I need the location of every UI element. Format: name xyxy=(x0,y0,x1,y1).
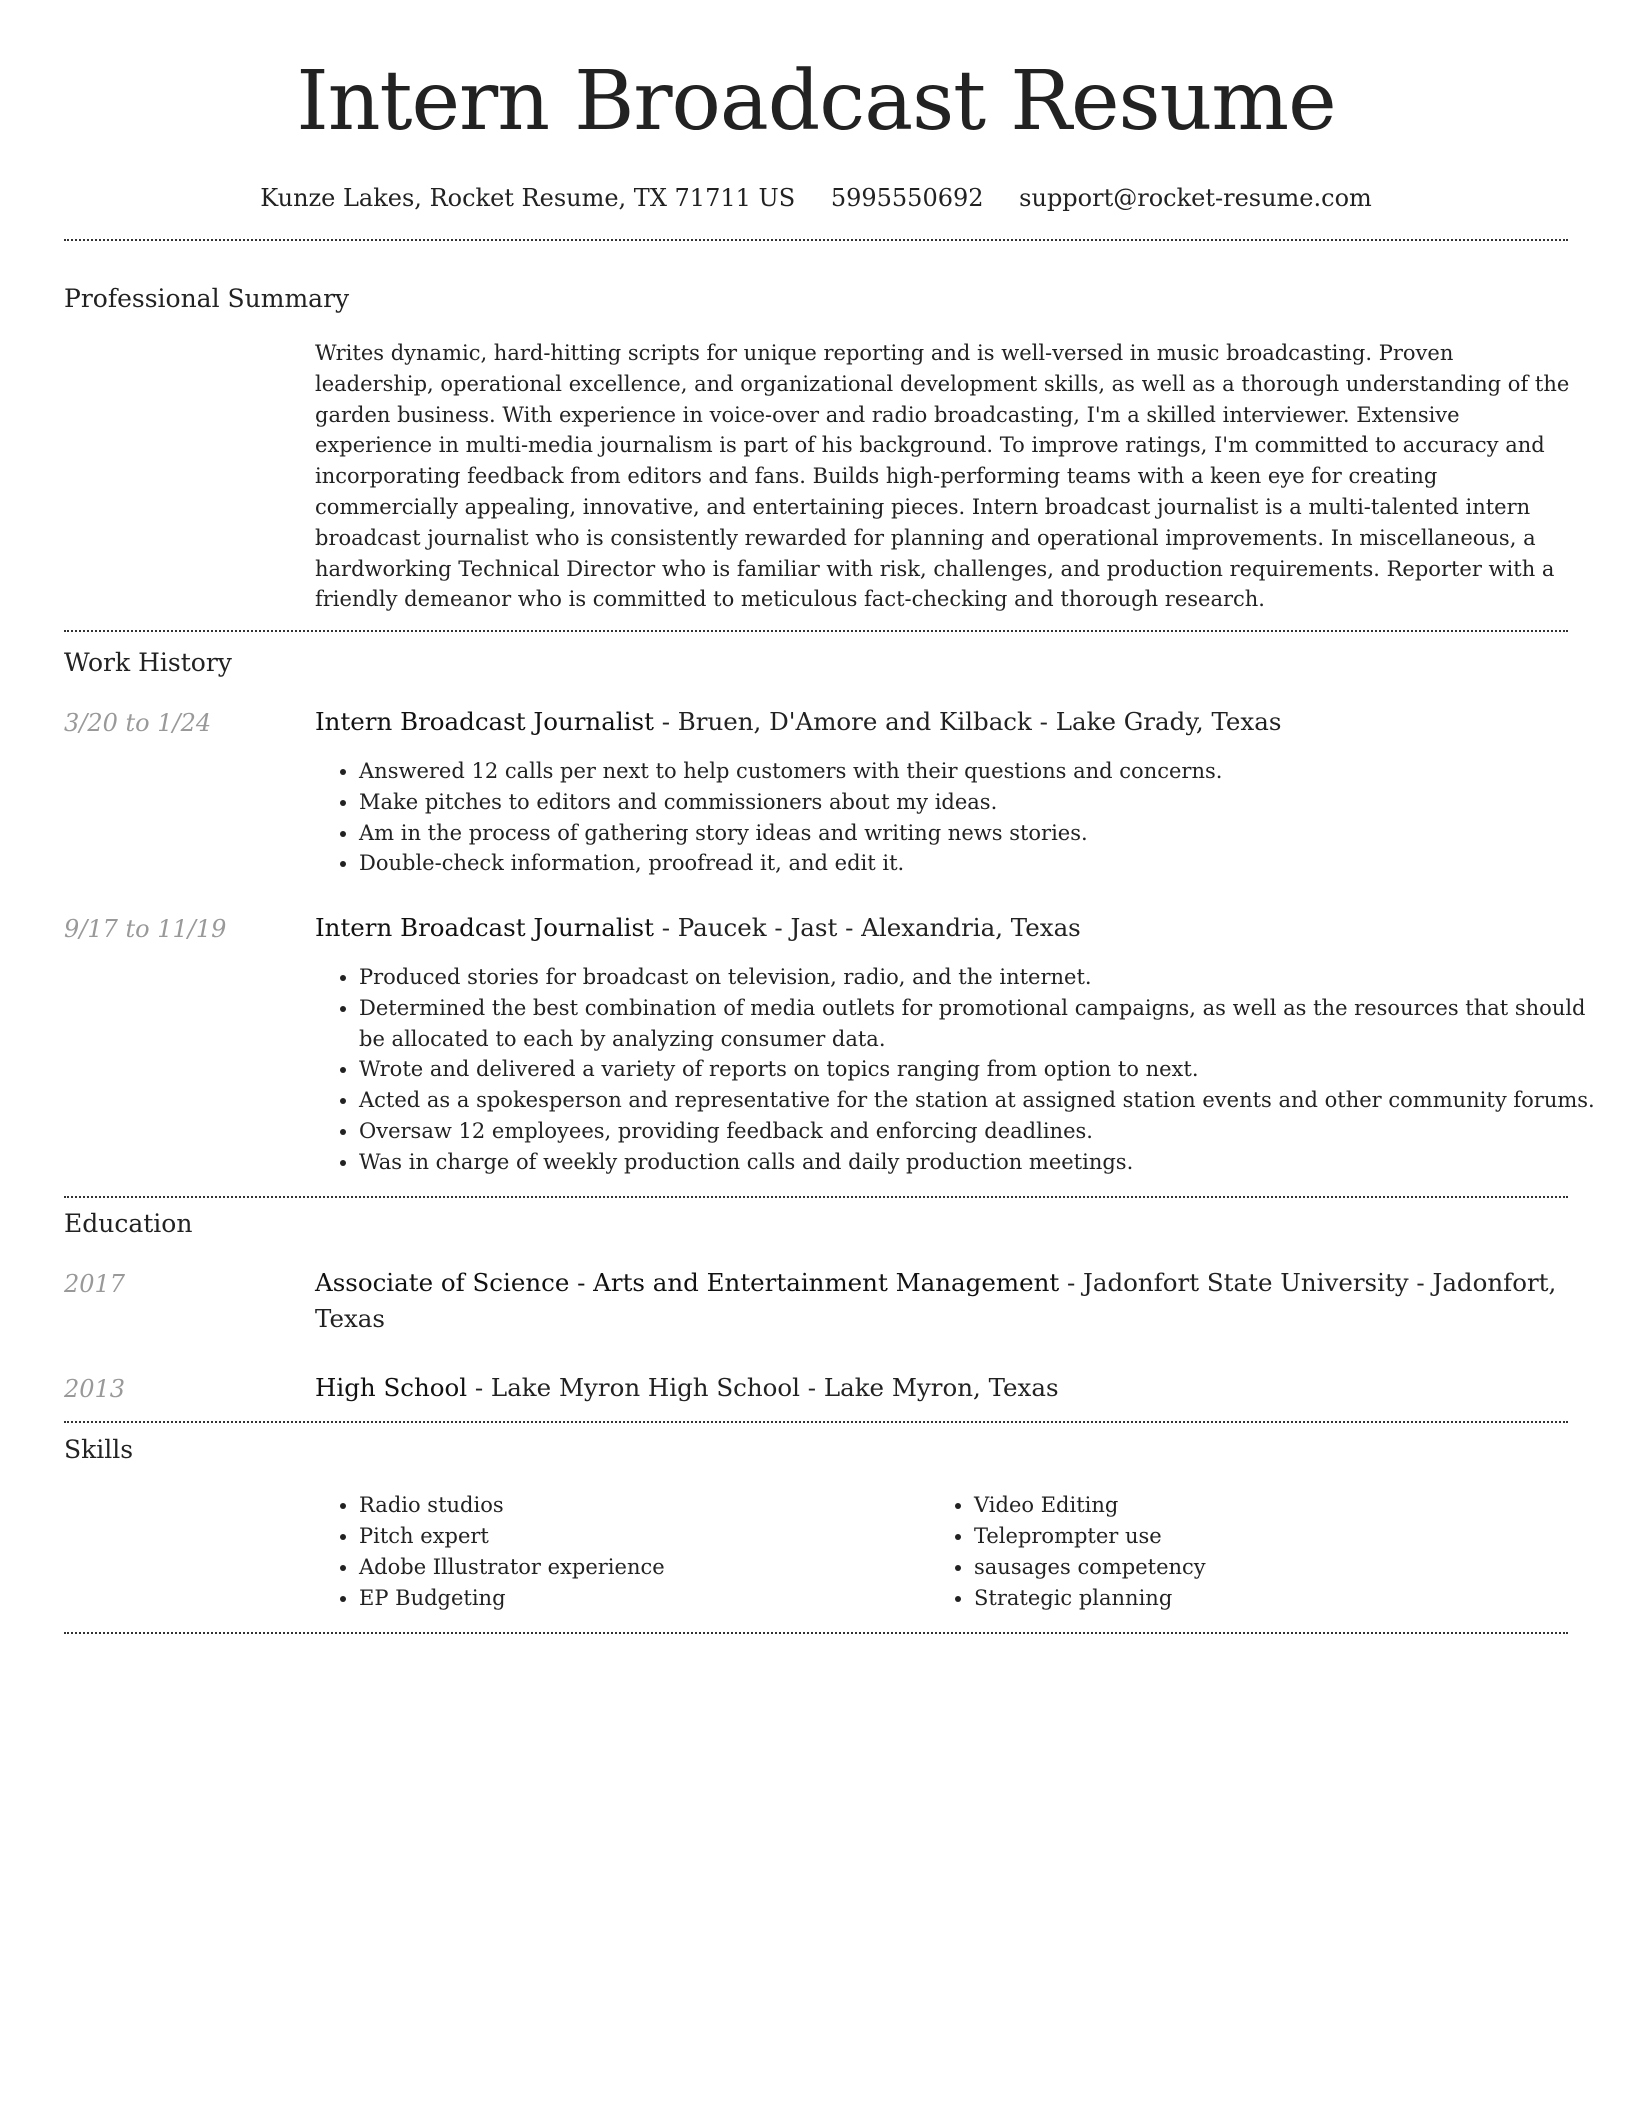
education-degree: Associate of Science - Arts and Entertainment Management xyxy=(315,1268,1060,1297)
resume-header xyxy=(0,0,1632,214)
contact-email: support@rocket-resume.com xyxy=(1019,184,1372,212)
list-item: • Am in the process of gathering story ideas and writing news stories. xyxy=(359,818,1614,849)
list-item: • Make pitches to editors and commissioners about my ideas. xyxy=(359,787,1614,818)
job-details: - Paucek - Jast - Alexandria, Texas xyxy=(653,913,1081,942)
job-role: Intern Broadcast Journalist xyxy=(315,913,654,942)
education-details: - Jadonfort State University - Jadonfort, Texas xyxy=(315,1268,1557,1333)
education-year: 2017 xyxy=(64,1270,126,1298)
summary-heading: Professional Summary xyxy=(64,284,350,313)
skills-heading: Skills xyxy=(64,1435,134,1464)
job-title xyxy=(315,704,1565,740)
list-item: • Answered 12 calls per next to help customers with their questions and concerns. xyxy=(359,756,1614,787)
skill-item: • Strategic planning xyxy=(974,1583,1574,1614)
contact-phone: 5995550692 xyxy=(830,184,984,212)
section-divider xyxy=(64,1196,1568,1198)
skills-list-right xyxy=(930,1490,1574,1614)
job-bullets xyxy=(315,962,1614,1178)
education-heading: Education xyxy=(64,1209,193,1238)
contact-address: Kunze Lakes, Rocket Resume, TX 71711 US xyxy=(260,184,796,212)
skill-item: • Pitch expert xyxy=(359,1521,919,1552)
education-entry xyxy=(315,1370,1565,1406)
list-item: • Acted as a spokesperson and representative for the station at assigned station events and other community forums. xyxy=(359,1085,1614,1116)
job-role: Intern Broadcast Journalist xyxy=(315,707,654,736)
skill-item: • Radio studios xyxy=(359,1490,919,1521)
education-details: - Lake Myron High School - Lake Myron, Texas xyxy=(467,1373,1059,1402)
skill-item: • Video Editing xyxy=(974,1490,1574,1521)
job-details: - Bruen, D'Amore and Kilback - Lake Grady, Texas xyxy=(653,707,1282,736)
job-dates: 9/17 to 11/19 xyxy=(64,915,227,943)
list-item: • Produced stories for broadcast on television, radio, and the internet. xyxy=(359,962,1614,993)
list-item: • Determined the best combination of media outlets for promotional campaigns, as well as the resources that should be allocated to each by analyzing consumer data. xyxy=(359,993,1614,1055)
education-year: 2013 xyxy=(64,1375,126,1403)
list-item: • Was in charge of weekly production calls and daily production meetings. xyxy=(359,1147,1614,1178)
job-title xyxy=(315,910,1565,946)
list-item: • Oversaw 12 employees, providing feedback and enforcing deadlines. xyxy=(359,1116,1614,1147)
job-dates: 3/20 to 1/24 xyxy=(64,709,212,737)
resume-title: Intern Broadcast Resume xyxy=(296,54,1336,149)
job-bullets xyxy=(315,756,1614,879)
contact-line xyxy=(0,182,1632,214)
list-item: • Double-check information, proofread it, and edit it. xyxy=(359,848,1614,879)
section-divider xyxy=(64,630,1568,632)
skill-item: • EP Budgeting xyxy=(359,1583,919,1614)
section-divider xyxy=(64,1421,1568,1423)
work-history-heading: Work History xyxy=(64,648,232,677)
education-degree: High School xyxy=(315,1373,468,1402)
section-divider xyxy=(64,239,1568,241)
summary-text: Writes dynamic, hard-hitting scripts for unique reporting and is well-versed in music broadcasting. Proven leadership, operational excellence, and organizational development skills, as well as a thorough understanding of the garden business. With experience in voice-over and radio broadcasting, I'm a skilled interviewer. Extensive experience in multi-media journalism is part of his background. To improve ratings, I'm committed to accuracy and incorporating feedback from editors and fans. Builds high-performing teams with a keen eye for creating commercially appealing, innovative, and entertaining pieces. Intern broadcast journalist is a multi-talented intern broadcast journalist who is consistently rewarded for planning and operational improvements. In miscellaneous, a hardworking Technical Director who is familiar with risk, challenges, and production requirements. Reporter with a friendly demeanor who is committed to meticulous fact-checking and thorough research. xyxy=(315,341,1570,612)
list-item: • Wrote and delivered a variety of reports on topics ranging from option to next. xyxy=(359,1054,1614,1085)
skills-list-left xyxy=(315,1490,919,1614)
education-entry xyxy=(315,1265,1565,1337)
skill-item: • Adobe Illustrator experience xyxy=(359,1552,919,1583)
skill-item: • Teleprompter use xyxy=(974,1521,1574,1552)
skill-item: • sausages competency xyxy=(974,1552,1574,1583)
section-divider xyxy=(64,1632,1568,1634)
